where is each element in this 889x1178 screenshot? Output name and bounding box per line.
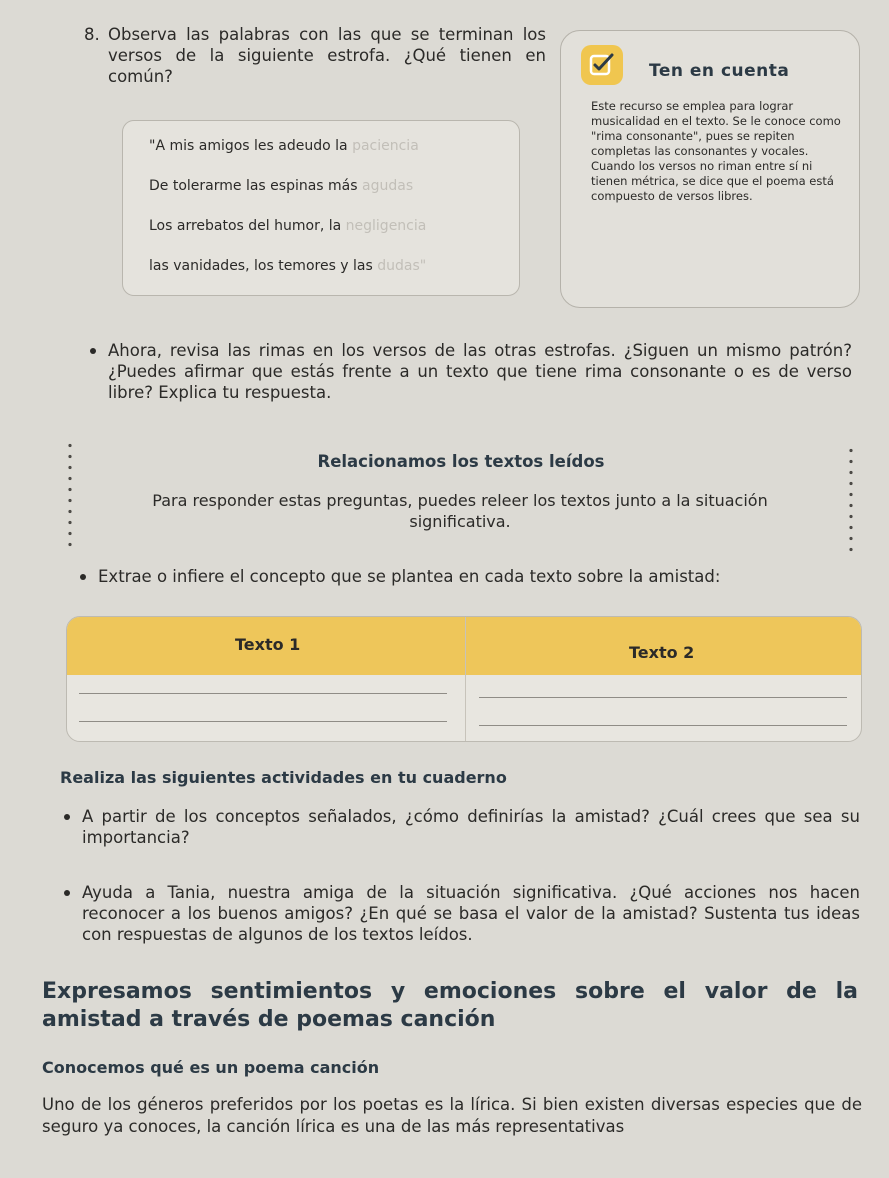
answer-line[interactable] [479, 697, 847, 698]
subheading-conocemos: Conocemos qué es un poema canción [42, 1058, 380, 1077]
question-8 [84, 24, 546, 87]
bullet [80, 574, 86, 580]
instruction-extrae [98, 566, 858, 587]
poem-line [149, 257, 519, 275]
activity-ayuda [82, 882, 860, 945]
activity-text: A partir de los conceptos señalados, ¿cómo definirías la amistad? ¿Cuál crees que sea su importancia? [82, 807, 860, 847]
answer-line[interactable] [79, 721, 447, 722]
section-text-relacionamos: Para responder estas preguntas, puedes releer los textos junto a la situación significativa. [152, 491, 768, 531]
poem-stanza-box [122, 120, 520, 296]
instruction-ahora [108, 340, 852, 403]
answer-line[interactable] [79, 693, 447, 694]
rhyme-word: dudas" [377, 258, 427, 274]
bullet [64, 890, 70, 896]
bullet [90, 348, 96, 354]
answer-line[interactable] [479, 725, 847, 726]
instruction-text: Extrae o infiere el concepto que se plantea en cada texto sobre la amistad: [98, 567, 721, 586]
body-paragraph: Uno de los géneros preferidos por los poetas es la lírica. Si bien existen diversas especies que de seguro ya conoces, la canción lírica es una de las más representativas [42, 1095, 862, 1136]
main-heading: Expresamos sentimientos y emociones sobre el valor de la amistad a través de poemas canción [42, 979, 858, 1032]
rhyme-word: agudas [362, 178, 414, 194]
bullet [64, 814, 70, 820]
instruction-text: Ahora, revisa las rimas en los versos de las otras estrofas. ¿Siguen un mismo patrón? ¿Puedes afirmar que estás frente a un texto que tiene rima consonante o es de verso libre? Explica tu respuesta. [108, 341, 852, 402]
tip-title: Ten en cuenta [649, 61, 790, 81]
checkmark-pencil-icon [581, 45, 623, 85]
poem-line [149, 137, 519, 155]
concept-table [66, 616, 862, 742]
column-divider [465, 617, 466, 742]
activity-a-partir [82, 806, 860, 848]
rhyme-word: negligencia [345, 218, 427, 234]
poem-line [149, 217, 519, 235]
poem-line [149, 177, 519, 195]
poem-line-text: Los arrebatos del humor, la [149, 218, 346, 234]
poem-line-text: "A mis amigos les adeudo la [149, 138, 353, 154]
section-title-relacionamos: Relacionamos los textos leídos [317, 452, 605, 471]
poem-line-text: las vanidades, los temores y las [149, 258, 378, 274]
question-text: Observa las palabras con las que se terminan los versos de la siguiente estrofa. ¿Qué tienen en común? [108, 25, 546, 86]
section-title-realiza: Realiza las siguientes actividades en tu cuaderno [60, 768, 507, 787]
column-header-texto-2: Texto 2 [629, 643, 695, 662]
tip-box [560, 30, 860, 308]
rhyme-word: paciencia [352, 138, 419, 154]
poem-line-text: De tolerarme las espinas más [149, 178, 363, 194]
tip-body: Este recurso se emplea para lograr musicalidad en el texto. Se le conoce como "rima consonante", pues se repiten completas las consonantes y vocales. Cuando los versos no riman entre sí ni tienen métrica, se dice que el poema está compuesto de versos libres. [591, 99, 841, 203]
question-number: 8. [84, 25, 100, 44]
activity-text: Ayuda a Tania, nuestra amiga de la situación significativa. ¿Qué acciones nos hacen reconocer a los buenos amigos? ¿En qué se basa el valor de la amistad? Sustenta tus ideas con respuestas de algunos de los textos leídos. [82, 883, 860, 944]
column-header-texto-1: Texto 1 [235, 635, 301, 654]
